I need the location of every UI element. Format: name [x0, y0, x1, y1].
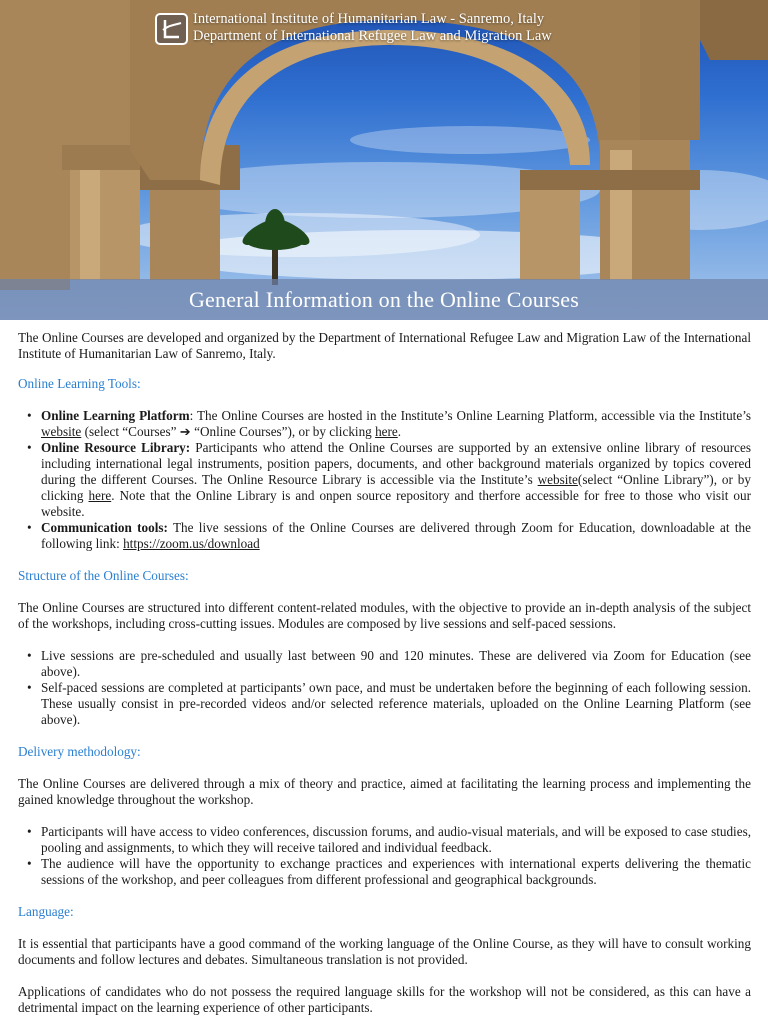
- structure-heading: Structure of the Online Courses:: [18, 568, 189, 583]
- header-line-2: Department of International Refugee Law and Migration Law: [193, 28, 552, 44]
- structure-list: [18, 648, 751, 728]
- delivery-heading: Delivery methodology:: [18, 744, 141, 759]
- list-item: • Live sessions are pre-scheduled and usually last between 90 and 120 minutes. These are delivered via Zoom for Education (see above).: [18, 648, 751, 680]
- tools-heading: Online Learning Tools:: [18, 376, 141, 391]
- tools-list: [18, 408, 751, 552]
- platform-text: (select “Courses” ➔ “Online Courses”), or by clicking: [81, 424, 376, 439]
- header-line-1: International Institute of Humanitarian Law - Sanremo, Italy: [193, 11, 545, 27]
- intro-paragraph: The Online Courses are developed and organized by the Department of International Refugee Law and Migration Law of the International Institute of Humanitarian Law of Sanremo, Italy.: [18, 330, 751, 361]
- here-link[interactable]: here: [375, 424, 398, 439]
- list-item: [18, 440, 751, 520]
- platform-text: .: [397, 424, 402, 439]
- language-paragraph-2: Applications of candidates who do not possess the required language skills for the workshop will not be considered, as this can have a detrimental impact on the learning experience of other participants.: [18, 984, 751, 1015]
- hero-banner: [0, 0, 768, 320]
- language-paragraph-1: It is essential that participants have a good command of the working language of the Online Course, as they will have to consult working documents and follow lectures and debates. Simultaneous translation is not provided.: [18, 936, 751, 967]
- library-text: . Note that the Online Library is and onpen source repository and therfore accessible for free to those who visit our website.: [41, 488, 751, 519]
- structure-paragraph: The Online Courses are structured into different content-related modules, with the objective to provide an in-depth analysis of the subject of the workshops, including cross-cutting issues. Modules are composed by live sessions and self-paced sessions.: [18, 600, 751, 631]
- header-institute-name: [193, 11, 552, 45]
- list-item: [18, 408, 751, 440]
- library-text: Participants who attend the Online Courses are supported by an extensive online library of resources including international legal instruments, position papers, documents, and other background materials organized by topics covered during the different Courses. The Online Resource Library is accessible via the Institute’s: [41, 440, 751, 487]
- library-text: (select “Online Library”), or by clicking: [41, 472, 751, 503]
- language-heading: Language:: [18, 904, 74, 919]
- title-band: [0, 279, 768, 320]
- list-item: • Participants will have access to video conferences, discussion forums, and audio-visual materials, and will be exposed to case studies, pooling and assignments, to which they will receive tailored and individual feedback.: [18, 824, 751, 856]
- institute-logo: [155, 13, 188, 45]
- list-item: • Self-paced sessions are completed at participants’ own pace, and must be undertaken before the beginning of each following session. These usually consist in pre-recorded videos and/or selected reference materials, uploaded on the Online Learning Platform (see above).: [18, 680, 751, 728]
- platform-label: Online Learning Platform: [41, 408, 190, 423]
- website-link[interactable]: website: [41, 424, 82, 439]
- page-title: General Information on the Online Courses: [188, 286, 580, 312]
- platform-text: : The Online Courses are hosted in the Institute’s Online Learning Platform, accessible via the Institute’s: [189, 408, 751, 423]
- website-link[interactable]: website: [537, 472, 578, 487]
- delivery-list: [18, 824, 751, 888]
- main-content: [0, 320, 768, 1016]
- library-label: Online Resource Library:: [41, 440, 191, 455]
- delivery-paragraph: The Online Courses are delivered through a mix of theory and practice, aimed at facilitating the learning process and implementing the gained knowledge throughout the workshop.: [18, 776, 751, 807]
- comm-label: Communication tools:: [41, 520, 168, 535]
- arches-photo: [0, 0, 768, 320]
- list-item: • The audience will have the opportunity to exchange practices and experiences with international experts delivering the thematic sessions of the workshop, and peer colleagues from different professional and geographical backgrounds.: [18, 856, 751, 888]
- zoom-download-link[interactable]: https://zoom.us/download: [123, 536, 260, 551]
- here-link[interactable]: here: [88, 488, 112, 503]
- list-item: [18, 520, 751, 552]
- comm-text: The live sessions of the Online Courses are delivered through Zoom for Education, downloadable at the following link:: [41, 520, 751, 551]
